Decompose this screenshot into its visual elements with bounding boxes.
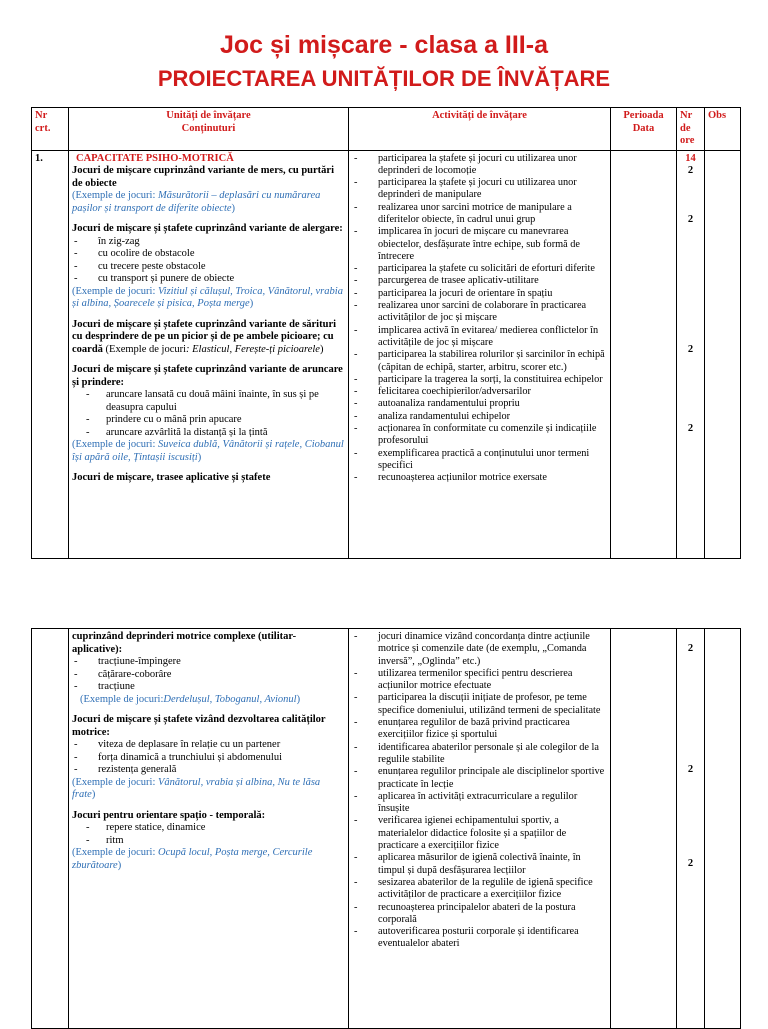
list-item: - rezistența generală	[72, 764, 345, 777]
list-item: - aplicarea măsurilor de igienă colectivă înainte, în timpul și după desfășurarea lecțiilor	[352, 852, 607, 877]
list-item: - exemplificarea practică a conținutului unor termeni specifici	[352, 448, 607, 473]
header-period: Perioada Data	[611, 108, 677, 151]
list-item: - realizarea unor sarcini motrice de manipulare a diferitelor obiecte, în cadrul unui grup	[352, 202, 607, 227]
list-item: - cu trecere peste obstacole	[72, 261, 345, 274]
contents-cell	[69, 629, 349, 1029]
hours-value: 2	[687, 213, 694, 225]
hours-value: 2	[687, 858, 694, 869]
examples: (Exemple de jocuri: Suveica dublă, Vânătorii și rațele, Ciobanul își apără oile, Țintașii iscusiți)	[72, 439, 344, 463]
examples: (Exemple de jocuri: Măsurătorii – deplasări cu numărarea pașilor și transport de diferite obiecte)	[72, 190, 321, 214]
hours-value: 2	[687, 165, 694, 176]
list-item: - aplicarea în activități extracurriculare a regulilor însușite	[352, 791, 607, 816]
list-item: - verificarea igienei echipamentului sportiv, a materialelor didactice folosite și a spațiilor de practicare a exercițiilor fizice	[352, 815, 607, 852]
content-list	[72, 822, 345, 847]
list-item: - parcurgerea de trasee aplicativ-utilitare	[352, 275, 607, 287]
hours-value: 2	[687, 422, 694, 434]
section-title: CAPACITATE PSIHO-MOTRICĂ	[76, 152, 234, 164]
list-item: - jocuri dinamice vizând concordanța dintre acțiunile motrice și comenzile date (de exemplu, „Comanda inversă”, „Oglinda” etc.)	[352, 631, 607, 668]
examples: (Exemple de jocuri: Vânătorul, vrabia și albina, Nu te lăsa frate)	[72, 776, 321, 800]
list-item: - participarea la jocuri de orientare în spațiu	[352, 288, 607, 300]
list-item: - acționarea în conformitate cu comenzile și indicațiile profesorului	[352, 423, 607, 448]
period-cell	[611, 629, 677, 1029]
row-number-cell	[32, 629, 69, 1029]
content-title: Jocuri de mișcare, trasee aplicative și ștafete	[72, 472, 271, 483]
examples: (Exemple de jocuri: Vizitiul și călușul, Troica, Vânătorul, vrabia și albina, Șoarecele și pisica, Poșta merge)	[72, 285, 343, 309]
list-item: - implicarea activă în evitarea/ medierea conflictelor în activitățile de joc și mișcare	[352, 325, 607, 350]
activities-list	[352, 631, 607, 951]
list-item: - utilizarea termenilor specifici pentru descrierea acțiunilor motrice efectuate	[352, 668, 607, 693]
content-list	[72, 236, 345, 286]
list-item: - tracțiune-împingere	[72, 656, 345, 669]
activities-cell	[349, 629, 611, 1029]
obs-cell	[705, 150, 741, 558]
contents-cell	[69, 150, 349, 558]
activities-list	[352, 153, 607, 485]
page-title: Joc și mișcare - clasa a III-a	[220, 31, 548, 59]
period-cell	[611, 150, 677, 558]
list-item: - participarea la ștafete și jocuri cu utilizarea unor deprinderi de locomoție	[352, 153, 607, 178]
header-units: Unități de învățare Conținuturi	[69, 108, 349, 151]
page-subtitle: PROIECTAREA UNITĂȚILOR DE ÎNVĂȚARE	[157, 66, 611, 91]
examples: (Exemple de jocuri: Ocupă locul, Poșta merge, Cercurile zburătoare)	[72, 847, 313, 871]
list-item: - repere statice, dinamice	[72, 822, 345, 835]
planning-table-2	[31, 628, 741, 1029]
list-item: - felicitarea coechipierilor/adversarilor	[352, 386, 607, 398]
hours-value: 2	[687, 763, 694, 775]
list-item: - realizarea unor sarcini de colaborare în practicarea activităților de joc și mișcare	[352, 300, 607, 325]
header-nr: Nr crt.	[32, 108, 69, 151]
content-title: Jocuri de mișcare și ștafete vizând dezvoltarea calităților motrice:	[72, 714, 326, 738]
list-item: - cățărare-coborâre	[72, 669, 345, 682]
list-item: - ritm	[72, 835, 345, 848]
hours-value: 2	[687, 643, 694, 654]
list-item: - participarea la ștafete și jocuri cu utilizarea unor deprinderi de manipulare	[352, 177, 607, 202]
list-item: - enunțarea regulilor de bază privind practicarea exercițiilor fizice și sportului	[352, 717, 607, 742]
row-number: 1.	[32, 150, 69, 558]
header-hours: Nr de ore	[677, 108, 705, 151]
total-hours: 14	[685, 152, 696, 164]
content-title: Jocuri de mișcare și ștafete cuprinzând variante de alergare:	[72, 223, 343, 234]
hours-value: 2	[687, 344, 694, 355]
list-item: - aruncare lansată cu două mâini înainte, în sus și pe deasupra capului	[72, 389, 345, 414]
list-item: - autoverificarea posturii corporale și identificarea eventualelor abateri	[352, 926, 607, 951]
list-item: - prindere cu o mână prin apucare	[72, 414, 345, 427]
header-obs: Obs	[705, 108, 741, 151]
list-item: - analiza randamentului echipelor	[352, 411, 607, 423]
list-item: - participarea la ștafete cu solicitări de eforturi diferite	[352, 263, 607, 275]
list-item: - viteza de deplasare în relație cu un partener	[72, 739, 345, 752]
planning-table-1	[31, 107, 741, 559]
list-item: - participarea la discuții inițiate de profesor, pe teme specifice domeniului, utilizând termeni de specialitate	[352, 692, 607, 717]
list-item: - recunoașterea principalelor abateri de la postura corporală	[352, 902, 607, 927]
list-item: - recunoașterea acțiunilor motrice exersate	[352, 472, 607, 484]
content-list	[72, 739, 345, 777]
examples: (Exemple de jocuri:Derdelușul, Toboganul, Avionul)	[80, 693, 301, 705]
content-list	[72, 656, 345, 694]
list-item: - identificarea abaterilor personale și ale colegilor de la regulile stabilite	[352, 742, 607, 767]
list-item: - aruncare azvârlită la distanță și la țintă	[72, 427, 345, 440]
list-item: - în zig-zag	[72, 236, 345, 249]
content-list	[72, 389, 345, 439]
activities-cell	[349, 150, 611, 558]
table-header-row	[32, 108, 741, 151]
content-title: Jocuri de mișcare și ștafete cuprinzând variante de aruncare și prindere:	[72, 364, 343, 388]
list-item: - forța dinamică a trunchiului și abdomenului	[72, 752, 345, 765]
table-row	[32, 150, 741, 558]
content-title: Jocuri de mișcare cuprinzând variante de mers, cu purtări de obiecte	[72, 165, 334, 189]
hours-cell	[677, 629, 705, 1029]
hours-cell	[677, 150, 705, 558]
list-item: - tracțiune	[72, 681, 345, 694]
list-item: - participare la tragerea la sorți, la constituirea echipelor	[352, 374, 607, 386]
list-item: - cu ocolire de obstacole	[72, 248, 345, 261]
list-item: - implicarea în jocuri de mișcare cu manevrarea obiectelor, desfășurate între echipe, sub formă de întrecere	[352, 226, 607, 263]
table-row	[32, 629, 741, 1029]
list-item: - participarea la stabilirea rolurilor și sarcinilor în echipă (căpitan de echipă, starter, arbitru, scorer etc.)	[352, 349, 607, 374]
content-title: cuprinzând deprinderi motrice complexe (utilitar-aplicative):	[72, 631, 297, 655]
header-activities: Activități de învățare	[349, 108, 611, 151]
list-item: - autoanaliza randamentului propriu	[352, 398, 607, 410]
obs-cell	[705, 629, 741, 1029]
list-item: - enunțarea regulilor principale ale disciplinelor sportive practicate în lecție	[352, 766, 607, 791]
list-item: - cu transport și punere de obiecte	[72, 273, 345, 286]
content-title: Jocuri pentru orientare spațio - temporală:	[72, 809, 266, 821]
content-block: Jocuri de mișcare și ștafete cuprinzând variante de sărituri cu desprindere de pe un picior și de pe ambele picioare; cu coardă (Exemple de jocuri: Elasticul, Ferește-ți picioarele)	[72, 318, 337, 355]
list-item: - sesizarea abaterilor de la regulile de igienă specifice activităților de practicare a exercițiilor fizice	[352, 877, 607, 902]
